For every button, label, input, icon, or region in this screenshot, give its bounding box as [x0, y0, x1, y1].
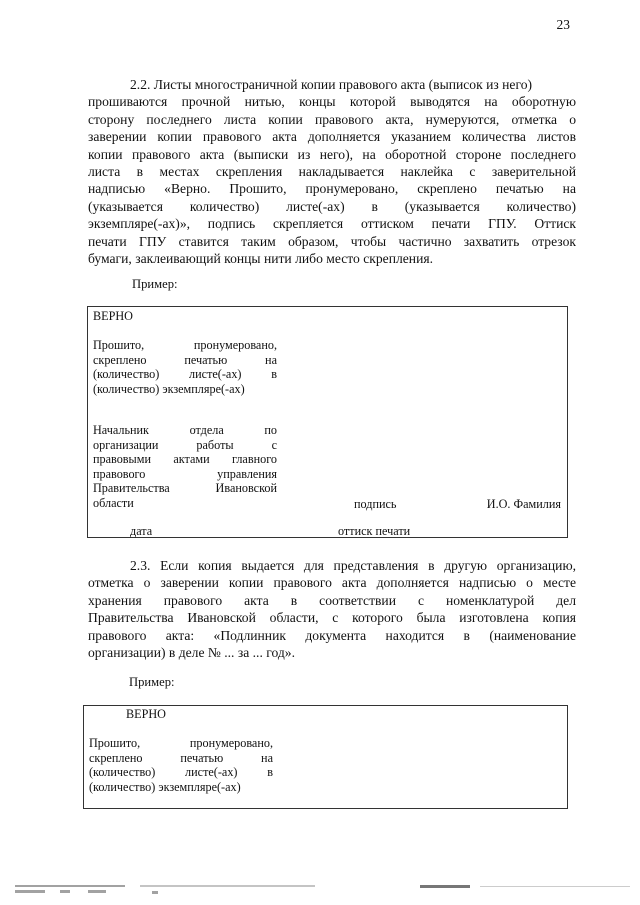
- stamp-body-line: (количество) экземпляре(-ах): [89, 779, 241, 794]
- title-line: области: [93, 495, 134, 510]
- paragraph-line: листа в местах скрепления накладывается наклейка с заверительной: [88, 164, 576, 180]
- stamp-official-title: [93, 423, 277, 511]
- stamp-body-line: скреплено печатью на: [93, 352, 277, 367]
- paragraph-line: правового акта: «Подлинник документа находится в (наименование: [88, 627, 576, 643]
- paragraph-line: бумаги, заклеивающий концы нити либо место скрепления.: [88, 251, 434, 267]
- stamp-body-line: (количество) листе(-ах) в: [89, 765, 273, 780]
- page-number: 23: [556, 17, 570, 32]
- scan-artifact: [10, 885, 630, 899]
- stamp-body: [93, 338, 277, 396]
- paragraph-line: надписью «Верно. Прошито, пронумеровано, скреплено печатью на: [88, 181, 576, 197]
- title-line: Начальник отдела по: [93, 423, 277, 437]
- stamp-body-line: (количество) листе(-ах) в: [93, 367, 277, 382]
- certification-stamp-example-1: [87, 306, 568, 538]
- paragraph-2-2: [88, 76, 576, 267]
- paragraph-line: 2.3. Если копия выдается для представления в другую организацию,: [130, 558, 576, 573]
- title-line: Правительства Ивановской: [93, 481, 277, 496]
- example-label: Пример:: [132, 277, 178, 291]
- paragraph-line: копии правового акта (выписки из него), на оборотной стороне последнего: [88, 146, 576, 162]
- title-line: правового управления: [93, 466, 277, 481]
- paragraph-line: Правительства Ивановской области, с которого была изготовлена копия: [88, 610, 576, 626]
- stamp-body-line: Прошито, пронумеровано,: [89, 736, 273, 750]
- stamp-body-line: (количество) экземпляре(-ах): [93, 381, 245, 396]
- paragraph-line: прошиваются прочной нитью, концы которой выводятся на оборотную: [88, 94, 576, 110]
- name-label: И.О. Фамилия: [486, 497, 561, 511]
- example-label: Пример:: [129, 675, 175, 689]
- paragraph-line: заверении копии правового акта дополняется указанием количества листов: [88, 129, 576, 145]
- paragraph-line: организации) в деле № ... за ... год».: [88, 645, 295, 661]
- paragraph-line: хранения правового акта в соответствии с номенклатурой дел: [88, 592, 576, 608]
- title-line: правовыми актами главного: [93, 452, 277, 467]
- paragraph-line: (указывается количество) листе(-ах) в (указывается количество): [88, 198, 576, 214]
- stamp-verno: ВЕРНО: [126, 707, 166, 721]
- stamp-body: [89, 736, 273, 794]
- paragraph-line: 2.2. Листы многостраничной копии правового акта (выписок из него): [130, 77, 533, 92]
- paragraph-line: сторону последнего листа копии правового акта, нумеруются, отметка о: [88, 111, 576, 127]
- stamp-body-line: скреплено печатью на: [89, 750, 273, 765]
- stamp-body-line: Прошито, пронумеровано,: [93, 338, 277, 352]
- date-label: дата: [130, 524, 153, 538]
- paragraph-2-3: [88, 557, 576, 661]
- signature-label: подпись: [354, 497, 397, 511]
- paragraph-line: печати ГПУ ставится таким образом, чтобы частично захватить отрезок: [88, 233, 576, 249]
- certification-stamp-example-2: [83, 705, 568, 809]
- paragraph-line: отметка о заверении копии правового акта дополняется надписью о месте: [88, 575, 576, 591]
- seal-label: оттиск печати: [338, 524, 411, 538]
- paragraph-line: экземпляре(-ах)», подпись скрепляется оттиском печати ГПУ. Оттиск: [88, 216, 576, 232]
- title-line: организации работы с: [93, 437, 277, 452]
- stamp-verno: ВЕРНО: [93, 309, 133, 323]
